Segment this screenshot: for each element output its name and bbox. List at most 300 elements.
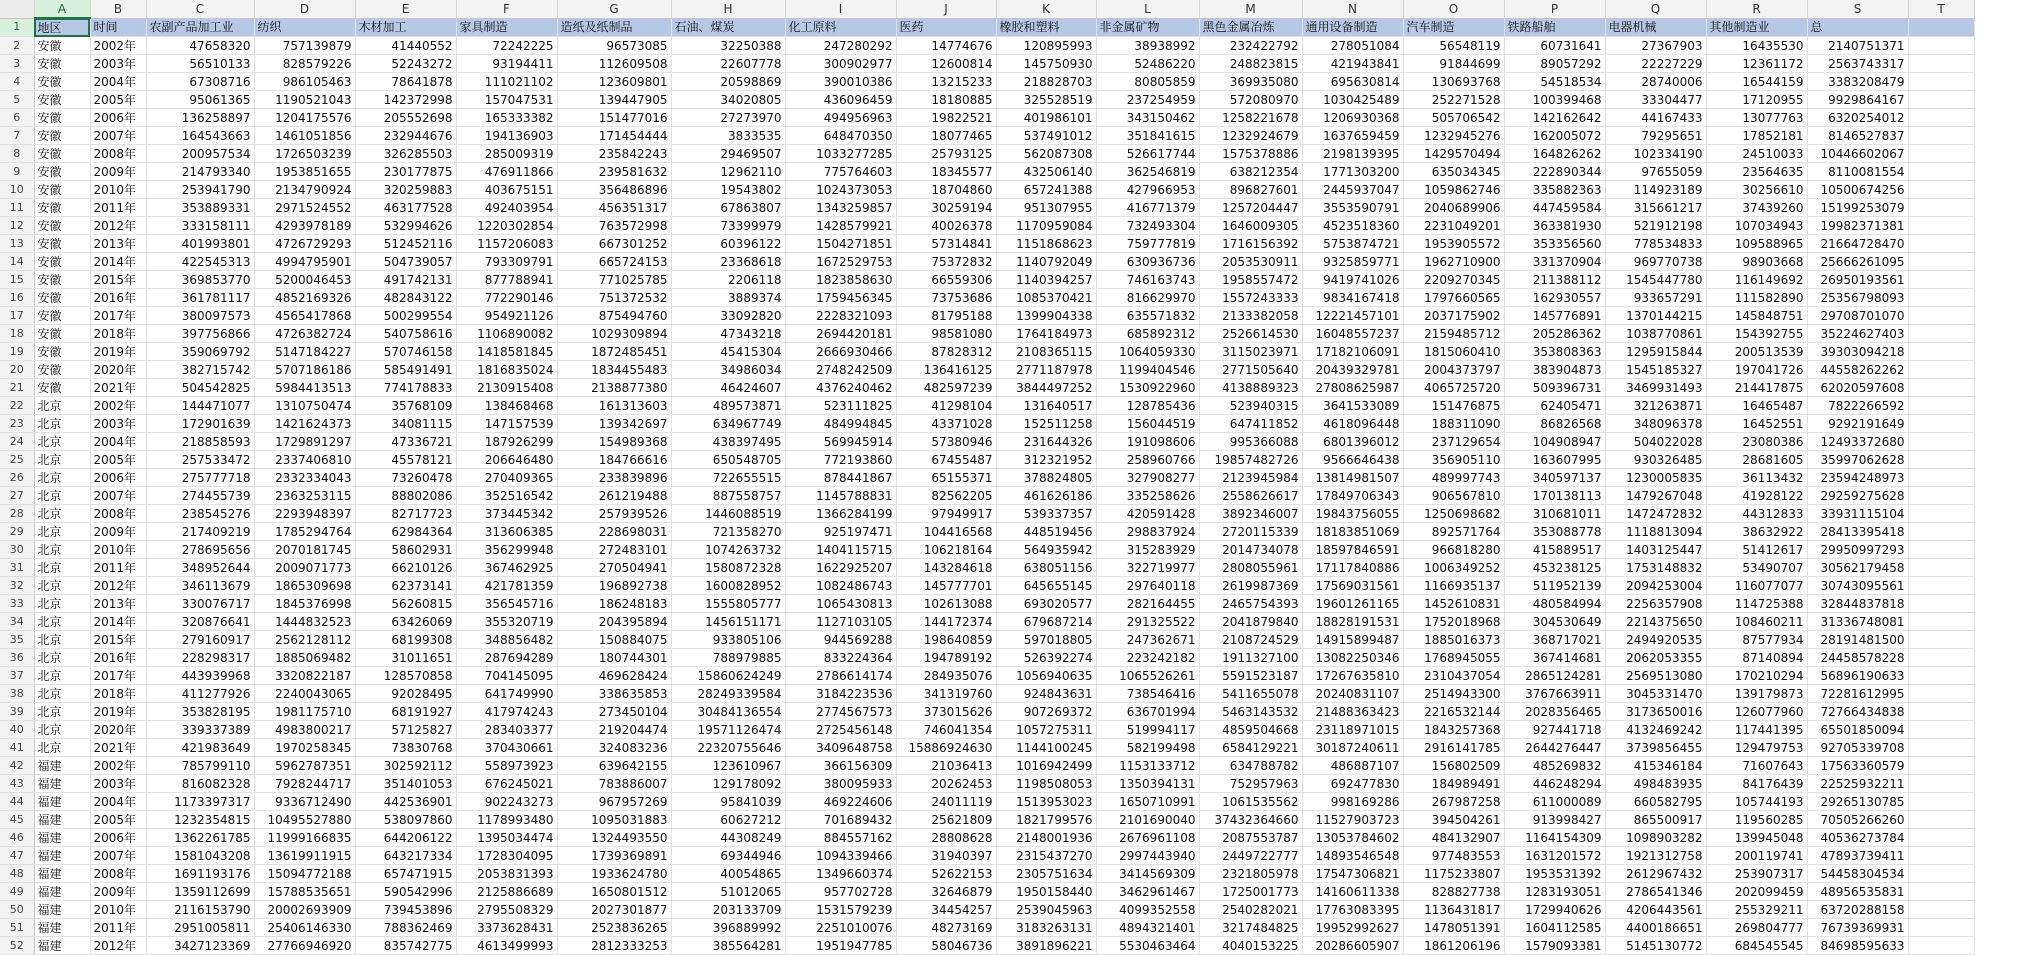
cell[interactable]: 1064059330 bbox=[1096, 343, 1199, 361]
cell[interactable]: 1178993480 bbox=[456, 811, 557, 829]
cell[interactable]: 安徽 bbox=[34, 307, 90, 325]
cell[interactable]: 310681011 bbox=[1504, 505, 1605, 523]
cell[interactable]: 1343259857 bbox=[785, 199, 896, 217]
cell[interactable]: 82562205 bbox=[896, 487, 996, 505]
cell[interactable]: 145776891 bbox=[1504, 307, 1605, 325]
cell[interactable]: 1283193051 bbox=[1504, 883, 1605, 901]
cell[interactable]: 1513953023 bbox=[996, 793, 1096, 811]
cell[interactable]: 47658320 bbox=[146, 37, 254, 55]
cell[interactable]: 23564635 bbox=[1706, 163, 1807, 181]
cell[interactable]: 162930557 bbox=[1504, 289, 1605, 307]
cell[interactable]: 320876641 bbox=[146, 613, 254, 631]
cell[interactable]: 634788782 bbox=[1199, 757, 1302, 775]
cell[interactable]: 977483553 bbox=[1403, 847, 1504, 865]
row-header-36[interactable]: 36 bbox=[0, 649, 34, 667]
row-header-3[interactable]: 3 bbox=[0, 55, 34, 73]
cell[interactable]: 106218164 bbox=[896, 541, 996, 559]
cell[interactable]: 363381930 bbox=[1504, 217, 1605, 235]
cell[interactable]: 913998427 bbox=[1504, 811, 1605, 829]
cell[interactable]: 788979885 bbox=[671, 649, 785, 667]
cell[interactable]: 88802086 bbox=[355, 487, 456, 505]
cell[interactable]: 56896190633 bbox=[1807, 667, 1908, 685]
cell[interactable]: 16435530 bbox=[1706, 37, 1807, 55]
cell[interactable] bbox=[1908, 127, 1974, 145]
cell[interactable]: 96573085 bbox=[557, 37, 671, 55]
cell[interactable]: 523940315 bbox=[1199, 397, 1302, 415]
column-header-d[interactable]: D bbox=[254, 0, 355, 18]
cell[interactable]: 774178833 bbox=[355, 379, 456, 397]
cell[interactable]: 26950193561 bbox=[1807, 271, 1908, 289]
cell[interactable]: 2009年 bbox=[90, 523, 146, 541]
row-header-28[interactable]: 28 bbox=[0, 505, 34, 523]
cell[interactable]: 650548705 bbox=[671, 451, 785, 469]
cell[interactable]: 福建 bbox=[34, 901, 90, 919]
cell[interactable]: 2812333253 bbox=[557, 937, 671, 955]
cell[interactable]: 1962710900 bbox=[1403, 253, 1504, 271]
cell[interactable]: 353828195 bbox=[146, 703, 254, 721]
cell[interactable]: 1604112585 bbox=[1504, 919, 1605, 937]
cell[interactable]: 2916141785 bbox=[1403, 739, 1504, 757]
cell[interactable]: 2094253004 bbox=[1605, 577, 1706, 595]
cell[interactable]: 572080970 bbox=[1199, 91, 1302, 109]
cell[interactable]: 1729891297 bbox=[254, 433, 355, 451]
cell[interactable]: 2013年 bbox=[90, 595, 146, 613]
cell[interactable]: 1821799576 bbox=[996, 811, 1096, 829]
cell[interactable]: 安徽 bbox=[34, 289, 90, 307]
cell[interactable]: 343150462 bbox=[1096, 109, 1199, 127]
cell[interactable]: 19601261165 bbox=[1302, 595, 1403, 613]
cell[interactable]: 北京 bbox=[34, 541, 90, 559]
cell[interactable]: 2019年 bbox=[90, 343, 146, 361]
cell[interactable]: 2009年 bbox=[90, 163, 146, 181]
cell[interactable]: 369935080 bbox=[1199, 73, 1302, 91]
cell[interactable]: 12493372680 bbox=[1807, 433, 1908, 451]
cell[interactable]: 13215233 bbox=[896, 73, 996, 91]
cell[interactable]: 95061365 bbox=[146, 91, 254, 109]
cell[interactable] bbox=[1908, 487, 1974, 505]
cell[interactable]: 1065430813 bbox=[785, 595, 896, 613]
cell[interactable]: 333158111 bbox=[146, 217, 254, 235]
cell[interactable]: 369853770 bbox=[146, 271, 254, 289]
cell[interactable]: 486887107 bbox=[1302, 757, 1403, 775]
cell[interactable]: 331370904 bbox=[1504, 253, 1605, 271]
cell[interactable]: 2123945984 bbox=[1199, 469, 1302, 487]
cell[interactable]: 1650710991 bbox=[1096, 793, 1199, 811]
row-header-42[interactable]: 42 bbox=[0, 757, 34, 775]
cell[interactable]: 163607995 bbox=[1504, 451, 1605, 469]
cell[interactable]: 56548119 bbox=[1403, 37, 1504, 55]
cell[interactable]: 172901639 bbox=[146, 415, 254, 433]
cell[interactable]: 269804777 bbox=[1706, 919, 1807, 937]
cell[interactable]: 161313603 bbox=[557, 397, 671, 415]
cell[interactable]: 1094339466 bbox=[785, 847, 896, 865]
cell[interactable]: 154989368 bbox=[557, 433, 671, 451]
cell[interactable]: 14160611338 bbox=[1302, 883, 1403, 901]
cell[interactable]: 995366088 bbox=[1199, 433, 1302, 451]
cell[interactable]: 5591523187 bbox=[1199, 667, 1302, 685]
cell[interactable]: 1038770861 bbox=[1605, 325, 1706, 343]
cell[interactable] bbox=[1908, 109, 1974, 127]
cell[interactable]: 638212354 bbox=[1199, 163, 1302, 181]
cell[interactable]: 51012065 bbox=[671, 883, 785, 901]
cell[interactable]: 139179873 bbox=[1706, 685, 1807, 703]
cell[interactable]: 1173397317 bbox=[146, 793, 254, 811]
cell[interactable] bbox=[1908, 631, 1974, 649]
cell[interactable]: 2774567573 bbox=[785, 703, 896, 721]
cell[interactable]: 1834455483 bbox=[557, 361, 671, 379]
cell[interactable]: 1843257368 bbox=[1403, 721, 1504, 739]
row-header-18[interactable]: 18 bbox=[0, 325, 34, 343]
cell[interactable]: 828579226 bbox=[254, 55, 355, 73]
cell[interactable]: 136258897 bbox=[146, 109, 254, 127]
cell[interactable]: 248823815 bbox=[1199, 55, 1302, 73]
cell[interactable] bbox=[1908, 199, 1974, 217]
cell[interactable]: 519994117 bbox=[1096, 721, 1199, 739]
cell[interactable]: 2619987369 bbox=[1199, 577, 1302, 595]
cell[interactable]: 482843122 bbox=[355, 289, 456, 307]
cell[interactable]: 285009319 bbox=[456, 145, 557, 163]
cell[interactable]: 1752018968 bbox=[1403, 613, 1504, 631]
cell[interactable]: 32646879 bbox=[896, 883, 996, 901]
cell[interactable]: 2514943300 bbox=[1403, 685, 1504, 703]
cell[interactable]: 北京 bbox=[34, 649, 90, 667]
cell[interactable]: 70505266260 bbox=[1807, 811, 1908, 829]
cell[interactable]: 2676961108 bbox=[1096, 829, 1199, 847]
cell[interactable]: 3844497252 bbox=[996, 379, 1096, 397]
cell[interactable]: 145848751 bbox=[1706, 307, 1807, 325]
cell[interactable]: 704145095 bbox=[456, 667, 557, 685]
cell[interactable]: 1359112699 bbox=[146, 883, 254, 901]
cell[interactable]: 39303094218 bbox=[1807, 343, 1908, 361]
cell[interactable]: 722655515 bbox=[671, 469, 785, 487]
cell[interactable]: 4099352558 bbox=[1096, 901, 1199, 919]
cell[interactable]: 1672529753 bbox=[785, 253, 896, 271]
cell[interactable] bbox=[1908, 217, 1974, 235]
cell[interactable]: 12600814 bbox=[896, 55, 996, 73]
cell[interactable]: 1057275311 bbox=[996, 721, 1096, 739]
cell[interactable]: 969770738 bbox=[1605, 253, 1706, 271]
cell[interactable]: 60627212 bbox=[671, 811, 785, 829]
cell[interactable]: 373445342 bbox=[456, 505, 557, 523]
cell[interactable]: 1933624780 bbox=[557, 865, 671, 883]
cell[interactable]: 14774676 bbox=[896, 37, 996, 55]
cell[interactable]: 1324493550 bbox=[557, 829, 671, 847]
cell[interactable]: 211388112 bbox=[1504, 271, 1605, 289]
cell[interactable]: 353088778 bbox=[1504, 523, 1605, 541]
cell[interactable]: 771025785 bbox=[557, 271, 671, 289]
cell[interactable]: 57125827 bbox=[355, 721, 456, 739]
cell[interactable] bbox=[1908, 145, 1974, 163]
cell[interactable]: 2053530911 bbox=[1199, 253, 1302, 271]
cell[interactable]: 2540282021 bbox=[1199, 901, 1302, 919]
cell[interactable]: 58602931 bbox=[355, 541, 456, 559]
cell[interactable]: 469224606 bbox=[785, 793, 896, 811]
cell[interactable]: 3427123369 bbox=[146, 937, 254, 955]
cell[interactable] bbox=[1908, 361, 1974, 379]
column-header-r[interactable]: R bbox=[1706, 0, 1807, 18]
cell[interactable]: 北京 bbox=[34, 451, 90, 469]
cell[interactable]: 17569031561 bbox=[1302, 577, 1403, 595]
cell[interactable]: 361781117 bbox=[146, 289, 254, 307]
column-header-q[interactable]: Q bbox=[1605, 0, 1706, 18]
cell[interactable]: 52486220 bbox=[1096, 55, 1199, 73]
cell[interactable]: 2011年 bbox=[90, 559, 146, 577]
cell[interactable]: 235842243 bbox=[557, 145, 671, 163]
cell[interactable]: 315283929 bbox=[1096, 541, 1199, 559]
cell[interactable]: 75372832 bbox=[896, 253, 996, 271]
cell[interactable]: 184989491 bbox=[1403, 775, 1504, 793]
cell[interactable]: 223242182 bbox=[1096, 649, 1199, 667]
cell[interactable]: 25793125 bbox=[896, 145, 996, 163]
cell[interactable]: 129178092 bbox=[671, 775, 785, 793]
cell[interactable]: 24458578228 bbox=[1807, 649, 1908, 667]
cell[interactable]: 62405471 bbox=[1504, 397, 1605, 415]
cell[interactable]: 2009年 bbox=[90, 883, 146, 901]
cell[interactable]: 北京 bbox=[34, 577, 90, 595]
cell[interactable]: 21036413 bbox=[896, 757, 996, 775]
cell[interactable]: 69344946 bbox=[671, 847, 785, 865]
cell[interactable]: 11527903723 bbox=[1302, 811, 1403, 829]
cell[interactable]: 72281612995 bbox=[1807, 685, 1908, 703]
cell[interactable]: 95841039 bbox=[671, 793, 785, 811]
cell[interactable]: 239581632 bbox=[557, 163, 671, 181]
cell[interactable]: 2016年 bbox=[90, 289, 146, 307]
cell[interactable]: 30187240611 bbox=[1302, 739, 1403, 757]
cell[interactable]: 648470350 bbox=[785, 127, 896, 145]
cell[interactable]: 1764184973 bbox=[996, 325, 1096, 343]
cell[interactable]: 526392274 bbox=[996, 649, 1096, 667]
cell[interactable]: 1232924679 bbox=[1199, 127, 1302, 145]
cell[interactable]: 385564281 bbox=[671, 937, 785, 955]
cell[interactable] bbox=[1908, 829, 1974, 847]
cell[interactable]: 752957963 bbox=[1199, 775, 1302, 793]
cell[interactable]: 877788941 bbox=[456, 271, 557, 289]
header-cell[interactable]: 地区 bbox=[34, 18, 90, 37]
cell[interactable]: 1190521043 bbox=[254, 91, 355, 109]
cell[interactable] bbox=[1908, 685, 1974, 703]
cell[interactable]: 福建 bbox=[34, 811, 90, 829]
cell[interactable]: 35997062628 bbox=[1807, 451, 1908, 469]
cell[interactable]: 164826262 bbox=[1504, 145, 1605, 163]
cell[interactable]: 3320822187 bbox=[254, 667, 355, 685]
cell[interactable]: 2020年 bbox=[90, 721, 146, 739]
cell[interactable]: 2018年 bbox=[90, 325, 146, 343]
cell[interactable]: 532994626 bbox=[355, 217, 456, 235]
cell[interactable]: 875494760 bbox=[557, 307, 671, 325]
row-header-4[interactable]: 4 bbox=[0, 73, 34, 91]
cell[interactable]: 3891896221 bbox=[996, 937, 1096, 955]
cell[interactable]: 313606385 bbox=[456, 523, 557, 541]
cell[interactable]: 2002年 bbox=[90, 397, 146, 415]
cell[interactable]: 657241388 bbox=[996, 181, 1096, 199]
cell[interactable]: 205286362 bbox=[1504, 325, 1605, 343]
cell[interactable]: 355320719 bbox=[456, 613, 557, 631]
cell[interactable]: 339337389 bbox=[146, 721, 254, 739]
cell[interactable]: 420591428 bbox=[1096, 505, 1199, 523]
cell[interactable]: 641749990 bbox=[456, 685, 557, 703]
cell[interactable]: 446248294 bbox=[1504, 775, 1605, 793]
cell[interactable]: 3892346007 bbox=[1199, 505, 1302, 523]
cell[interactable]: 25666261095 bbox=[1807, 253, 1908, 271]
cell[interactable]: 29265130785 bbox=[1807, 793, 1908, 811]
cell[interactable]: 154392755 bbox=[1706, 325, 1807, 343]
row-header-41[interactable]: 41 bbox=[0, 739, 34, 757]
cell[interactable]: 57314841 bbox=[896, 235, 996, 253]
cell[interactable]: 22320755646 bbox=[671, 739, 785, 757]
cell[interactable]: 639642155 bbox=[557, 757, 671, 775]
cell[interactable]: 2009071773 bbox=[254, 559, 355, 577]
cell[interactable]: 1452610831 bbox=[1403, 595, 1504, 613]
cell[interactable]: 35768109 bbox=[355, 397, 456, 415]
cell[interactable]: 131640517 bbox=[996, 397, 1096, 415]
cell[interactable]: 20240831107 bbox=[1302, 685, 1403, 703]
cell[interactable]: 21488363423 bbox=[1302, 703, 1403, 721]
cell[interactable]: 298837924 bbox=[1096, 523, 1199, 541]
cell[interactable]: 403675151 bbox=[456, 181, 557, 199]
header-cell[interactable]: 其他制造业 bbox=[1706, 18, 1807, 37]
row-header-44[interactable]: 44 bbox=[0, 793, 34, 811]
cell[interactable]: 4852169326 bbox=[254, 289, 355, 307]
row-header-40[interactable]: 40 bbox=[0, 721, 34, 739]
cell[interactable]: 237129654 bbox=[1403, 433, 1504, 451]
cell[interactable]: 44312833 bbox=[1706, 505, 1807, 523]
cell[interactable]: 480584994 bbox=[1504, 595, 1605, 613]
header-cell[interactable]: 总 bbox=[1807, 18, 1908, 37]
cell[interactable]: 5200046453 bbox=[254, 271, 355, 289]
cell[interactable] bbox=[1908, 235, 1974, 253]
cell[interactable] bbox=[1908, 775, 1974, 793]
cell[interactable]: 23594248973 bbox=[1807, 469, 1908, 487]
cell[interactable]: 108460211 bbox=[1706, 613, 1807, 631]
cell[interactable]: 2206118 bbox=[671, 271, 785, 289]
cell[interactable]: 505706542 bbox=[1403, 109, 1504, 127]
cell[interactable]: 安徽 bbox=[34, 217, 90, 235]
cell[interactable]: 98581080 bbox=[896, 325, 996, 343]
cell[interactable]: 2108724529 bbox=[1199, 631, 1302, 649]
cell[interactable] bbox=[1908, 739, 1974, 757]
cell[interactable]: 86826568 bbox=[1504, 415, 1605, 433]
cell[interactable]: 570746158 bbox=[355, 343, 456, 361]
cell[interactable]: 1504271851 bbox=[785, 235, 896, 253]
cell[interactable]: 1151868623 bbox=[996, 235, 1096, 253]
cell[interactable]: 5530463464 bbox=[1096, 937, 1199, 955]
cell[interactable]: 30743095561 bbox=[1807, 577, 1908, 595]
cell[interactable] bbox=[1908, 469, 1974, 487]
cell[interactable]: 217409219 bbox=[146, 523, 254, 541]
cell[interactable]: 351841615 bbox=[1096, 127, 1199, 145]
cell[interactable]: 13082250346 bbox=[1302, 649, 1403, 667]
cell[interactable]: 2087553787 bbox=[1199, 829, 1302, 847]
cell[interactable]: 2644276447 bbox=[1504, 739, 1605, 757]
cell[interactable]: 665724153 bbox=[557, 253, 671, 271]
cell[interactable]: 1118813094 bbox=[1605, 523, 1706, 541]
cell[interactable]: 206646480 bbox=[456, 451, 557, 469]
cell[interactable]: 1691193176 bbox=[146, 865, 254, 883]
cell[interactable]: 30484136554 bbox=[671, 703, 785, 721]
cell[interactable]: 2808055961 bbox=[1199, 559, 1302, 577]
cell[interactable]: 138468468 bbox=[456, 397, 557, 415]
cell[interactable]: 66559306 bbox=[896, 271, 996, 289]
cell[interactable]: 757139879 bbox=[254, 37, 355, 55]
cell[interactable]: 福建 bbox=[34, 865, 90, 883]
cell[interactable]: 538097860 bbox=[355, 811, 456, 829]
cell[interactable]: 87577934 bbox=[1706, 631, 1807, 649]
cell[interactable]: 21664728470 bbox=[1807, 235, 1908, 253]
cell[interactable]: 1797660565 bbox=[1403, 289, 1504, 307]
cell[interactable]: 2003年 bbox=[90, 775, 146, 793]
cell[interactable]: 62020597608 bbox=[1807, 379, 1908, 397]
cell[interactable]: 1545185327 bbox=[1605, 361, 1706, 379]
cell[interactable]: 643217334 bbox=[355, 847, 456, 865]
cell[interactable]: 30259194 bbox=[896, 199, 996, 217]
cell[interactable]: 427966953 bbox=[1096, 181, 1199, 199]
cell[interactable]: 安徽 bbox=[34, 343, 90, 361]
cell[interactable]: 2005年 bbox=[90, 451, 146, 469]
cell[interactable]: 218858593 bbox=[146, 433, 254, 451]
cell[interactable]: 582199498 bbox=[1096, 739, 1199, 757]
cell[interactable]: 907269372 bbox=[996, 703, 1096, 721]
cell[interactable]: 44558262262 bbox=[1807, 361, 1908, 379]
cell[interactable]: 232944676 bbox=[355, 127, 456, 145]
cell[interactable]: 63720288158 bbox=[1807, 901, 1908, 919]
cell[interactable]: 258960766 bbox=[1096, 451, 1199, 469]
cell[interactable]: 北京 bbox=[34, 703, 90, 721]
cell[interactable]: 2951005811 bbox=[146, 919, 254, 937]
cell[interactable]: 56510133 bbox=[146, 55, 254, 73]
cell[interactable]: 2445937047 bbox=[1302, 181, 1403, 199]
cell[interactable]: 902243273 bbox=[456, 793, 557, 811]
column-header-b[interactable]: B bbox=[90, 0, 146, 18]
cell[interactable]: 411277926 bbox=[146, 685, 254, 703]
cell[interactable]: 2125886689 bbox=[456, 883, 557, 901]
cell[interactable]: 1082486743 bbox=[785, 577, 896, 595]
row-header-1[interactable]: 1 bbox=[0, 18, 34, 37]
cell[interactable]: 194789192 bbox=[896, 649, 996, 667]
row-header-16[interactable]: 16 bbox=[0, 289, 34, 307]
row-header-33[interactable]: 33 bbox=[0, 595, 34, 613]
cell[interactable]: 685892312 bbox=[1096, 325, 1199, 343]
cell[interactable]: 1362261785 bbox=[146, 829, 254, 847]
cell[interactable]: 北京 bbox=[34, 433, 90, 451]
cell[interactable]: 1220302854 bbox=[456, 217, 557, 235]
cell[interactable]: 北京 bbox=[34, 739, 90, 757]
cell[interactable]: 1726503239 bbox=[254, 145, 355, 163]
cell[interactable]: 170138113 bbox=[1504, 487, 1605, 505]
cell[interactable]: 2786541346 bbox=[1605, 883, 1706, 901]
cell[interactable]: 635571832 bbox=[1096, 307, 1199, 325]
cell[interactable]: 1530922960 bbox=[1096, 379, 1199, 397]
cell[interactable]: 2612967432 bbox=[1605, 865, 1706, 883]
cell[interactable]: 4065725720 bbox=[1403, 379, 1504, 397]
cell[interactable]: 279160917 bbox=[146, 631, 254, 649]
cell[interactable]: 1428579921 bbox=[785, 217, 896, 235]
cell[interactable]: 1065526261 bbox=[1096, 667, 1199, 685]
cell[interactable]: 1257204447 bbox=[1199, 199, 1302, 217]
cell[interactable]: 13619911915 bbox=[254, 847, 355, 865]
cell[interactable]: 安徽 bbox=[34, 91, 90, 109]
cell[interactable]: 1140792049 bbox=[996, 253, 1096, 271]
column-header-t[interactable]: T bbox=[1908, 0, 1974, 18]
cell[interactable]: 105744193 bbox=[1706, 793, 1807, 811]
cell[interactable]: 2010年 bbox=[90, 901, 146, 919]
cell[interactable]: 4400186651 bbox=[1605, 919, 1706, 937]
cell[interactable]: 1085370421 bbox=[996, 289, 1096, 307]
cell[interactable]: 3373628431 bbox=[456, 919, 557, 937]
cell[interactable]: 432506140 bbox=[996, 163, 1096, 181]
cell[interactable]: 3183263131 bbox=[996, 919, 1096, 937]
column-header-k[interactable]: K bbox=[996, 0, 1096, 18]
cell[interactable]: 1953851655 bbox=[254, 163, 355, 181]
